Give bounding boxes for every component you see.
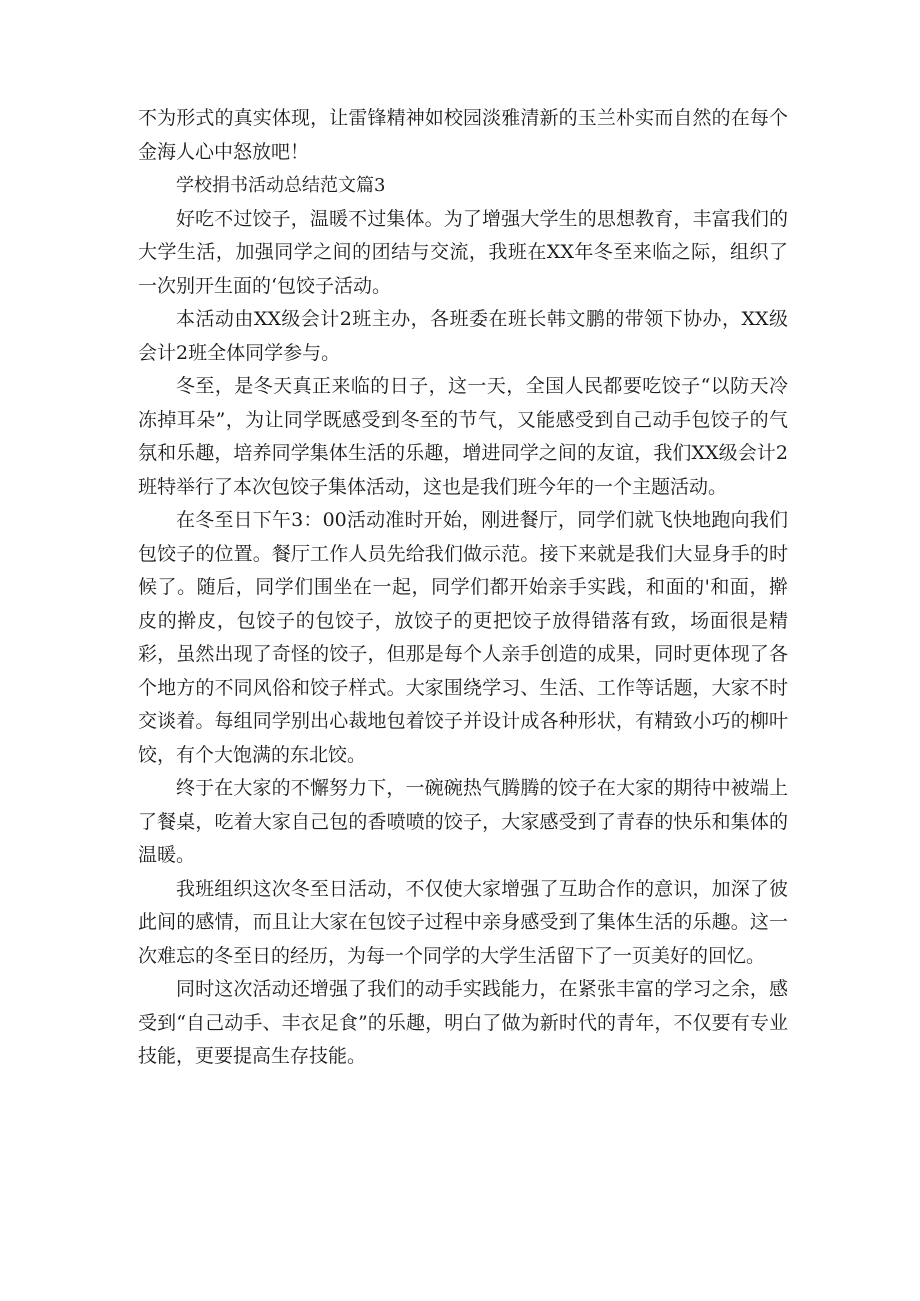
paragraph: 好吃不过饺子，温暖不过集体。为了增强大学生的思想教育，丰富我们的大学生活，加强同学之间的团结与交流，我班在XX年冬至来临之际，组织了一次别开生面的‘包饺子活动。: [138, 207, 788, 297]
document-body: [138, 102, 788, 1074]
paragraph: 在冬至日下午3：00活动准时开始，刚进餐厅，同学们就飞快地跑向我们包饺子的位置。餐厅工作人员先给我们做示范。接下来就是我们大显身手的时候了。随后，同学们围坐在一起，同学们都开始亲手实践，和面的'和面，擀皮的擀皮，包饺子的包饺子，放饺子的更把饺子放得错落有致，场面很是精彩，虽然出现了奇怪的饺子，但那是每个人亲手创造的成果，同时更体现了各个地方的不同风俗和饺子样式。大家围绕学习、生活、工作等话题，大家不时交谈着。每组同学别出心裁地包着饺子并设计成各种形状，有精致小巧的柳叶饺，有个大饱满的东北饺。: [138, 509, 788, 766]
paragraph: 我班组织这次冬至日活动，不仅使大家增强了互助合作的意识，加深了彼此间的感情，而且让大家在包饺子过程中亲身感受到了集体生活的乐趣。这一次难忘的冬至日的经历，为每一个同学的大学生活留下了一页美好的回忆。: [138, 877, 788, 967]
section-heading: 学校捐书活动总结范文篇3: [176, 175, 386, 196]
paragraph-continuation: 不为形式的真实体现，让雷锋精神如校园淡雅清新的玉兰朴实而自然的在每个金海人心中怒放吧！: [138, 107, 788, 163]
paragraph: 同时这次活动还增强了我们的动手实践能力，在紧张丰富的学习之余，感受到“自己动手、丰衣足食”的乐趣，明白了做为新时代的青年，不仅要有专业技能，更要提高生存技能。: [138, 978, 788, 1067]
paragraph: 本活动由XX级会计2班主办，各班委在班长韩文鹏的带领下协办，XX级会计2班全体同学参与。: [138, 308, 788, 364]
paragraph: 冬至，是冬天真正来临的日子，这一天，全国人民都要吃饺子“以防天冷冻掉耳朵”，为让同学既感受到冬至的节气，又能感受到自己动手包饺子的气氛和乐趣，培养同学集体生活的乐趣，增进同学之间的友谊，我们XX级会计2班特举行了本次包饺子集体活动，这也是我们班今年的一个主题活动。: [138, 375, 788, 498]
paragraph: 终于在大家的不懈努力下，一碗碗热气腾腾的饺子在大家的期待中被端上了餐桌，吃着大家自己包的香喷喷的饺子，大家感受到了青春的快乐和集体的温暖。: [138, 777, 788, 866]
